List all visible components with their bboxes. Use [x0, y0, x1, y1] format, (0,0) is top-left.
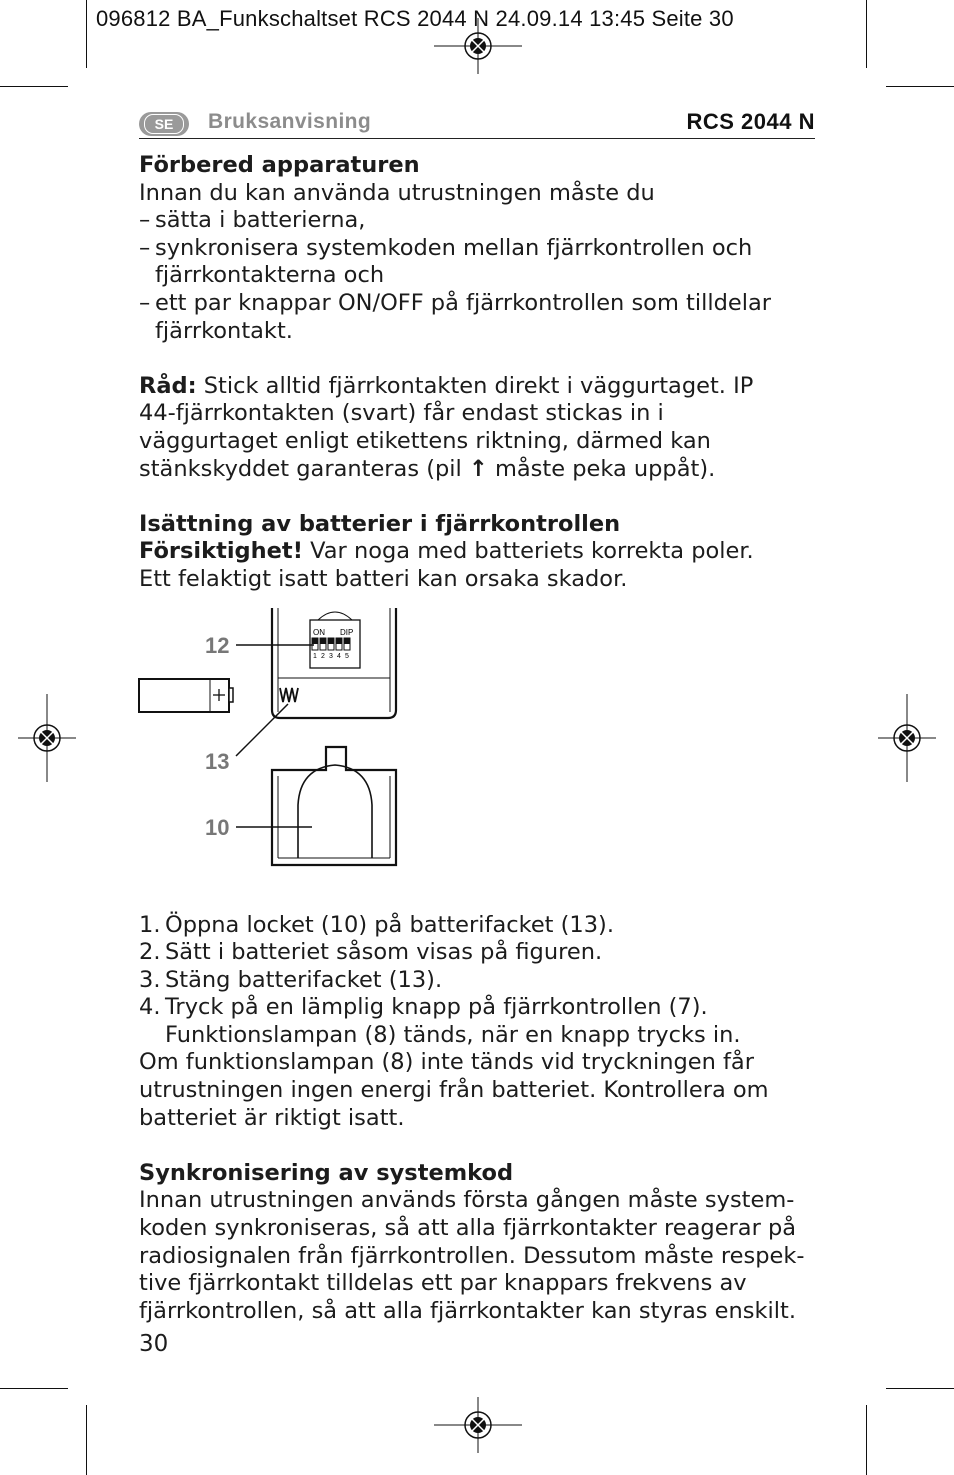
dip-number: 4 [337, 653, 341, 660]
model-name: RCS 2044 N [686, 109, 815, 134]
sync-line: tive fjärrkontakt tilldelas ett par knappars frekvens av [139, 1270, 747, 1297]
tip-paragraph: Råd: Stick alltid fjärrkontakten direkt i väggurtaget. IP 44-fjärrkontakten (svart) får endast stickas in i väggurtaget enligt etikettens riktning, därmed kan stänkskyddet garanteras (pil ↑ måste peka uppåt). [139, 372, 754, 482]
step-item: 2. Sätt i batteriet såsom visas på figuren. [139, 939, 603, 966]
dip-number: 2 [321, 653, 325, 660]
sync-heading: Synkronisering av systemkod [139, 1159, 514, 1186]
dip-switch [310, 612, 360, 668]
prepare-item: – ett par knappar ON/OFF på fjärrkontrollen som tilldelar fjärrkontakt. [139, 289, 772, 344]
sync-line: Innan utrustningen används första gången måste system- [139, 1187, 795, 1214]
sync-line: radiosignalen från fjärrkontrollen. Dessutom måste respek- [139, 1242, 805, 1269]
callout-12: 12 [205, 633, 230, 658]
dip-number: 5 [345, 653, 349, 660]
sync-line: fjärrkontrollen, så att alla fjärrkontakter kan styras enskilt. [139, 1297, 797, 1324]
header-rule [139, 138, 815, 139]
dip-label: DIP [340, 628, 354, 637]
registration-mark-left [18, 694, 76, 782]
dip-number: 1 [313, 653, 317, 660]
registration-mark-right [878, 694, 936, 782]
step-item: 3. Stäng batterifacket (13). [139, 966, 443, 993]
print-slug: 096812 BA_Funkschaltset RCS 2044 N 24.09.14 13:45 Seite 30 [96, 6, 734, 31]
prepare-heading: Förbered apparaturen [139, 152, 420, 178]
step-item: 1. Öppna locket (10) på batterifacket (13). [139, 911, 614, 938]
arrow-up-icon: ↑ [468, 455, 488, 482]
dip-number: 3 [329, 653, 333, 660]
batteries-heading: Isättning av batterier i fjärrkontrollen [139, 510, 621, 537]
registration-mark-bottom [434, 1397, 522, 1453]
prepare-item: – synkronisera systemkoden mellan fjärrkontrollen och fjärrkontakterna och [139, 234, 753, 289]
language-badge [139, 112, 189, 136]
page-number: 30 [139, 1331, 169, 1357]
battery-icon [139, 679, 233, 712]
callout-line-13 [236, 704, 288, 756]
tip-label: Råd: [139, 372, 197, 399]
battery-cover [272, 747, 396, 865]
caution-paragraph: Försiktighet! Var noga med batteriets korrekta poler. [139, 538, 754, 565]
caution-line-2: Ett felaktigt isatt batteri kan orsaka skador. [139, 565, 628, 592]
prepare-intro: Innan du kan använda utrustningen måste du [139, 179, 655, 206]
registration-mark-top [434, 18, 522, 74]
sync-line: koden synkroniseras, så att alla fjärrkontakter reagerar på [139, 1215, 797, 1242]
battery-compartment-figure [130, 600, 430, 875]
callout-13: 13 [205, 749, 230, 774]
prepare-item: – sätta i batterierna, [139, 207, 366, 234]
caution-label: Försiktighet! [139, 538, 303, 565]
steps-note: Om funktionslampan (8) inte tänds vid tryckningen får utrustningen ingen energi från batteriet. Kontrollera om batteriet är riktigt isatt. [139, 1049, 769, 1131]
spring-contact-icon [280, 688, 298, 702]
callout-10: 10 [205, 815, 230, 840]
language-code: SE [144, 114, 184, 134]
dip-on-label: ON [313, 628, 325, 637]
step-item: 4. Tryck på en lämplig knapp på fjärrkontrollen (7). Funktionslampan (8) tänds, när en knapp trycks in. [139, 994, 741, 1048]
section-title: Bruksanvisning [208, 110, 372, 133]
